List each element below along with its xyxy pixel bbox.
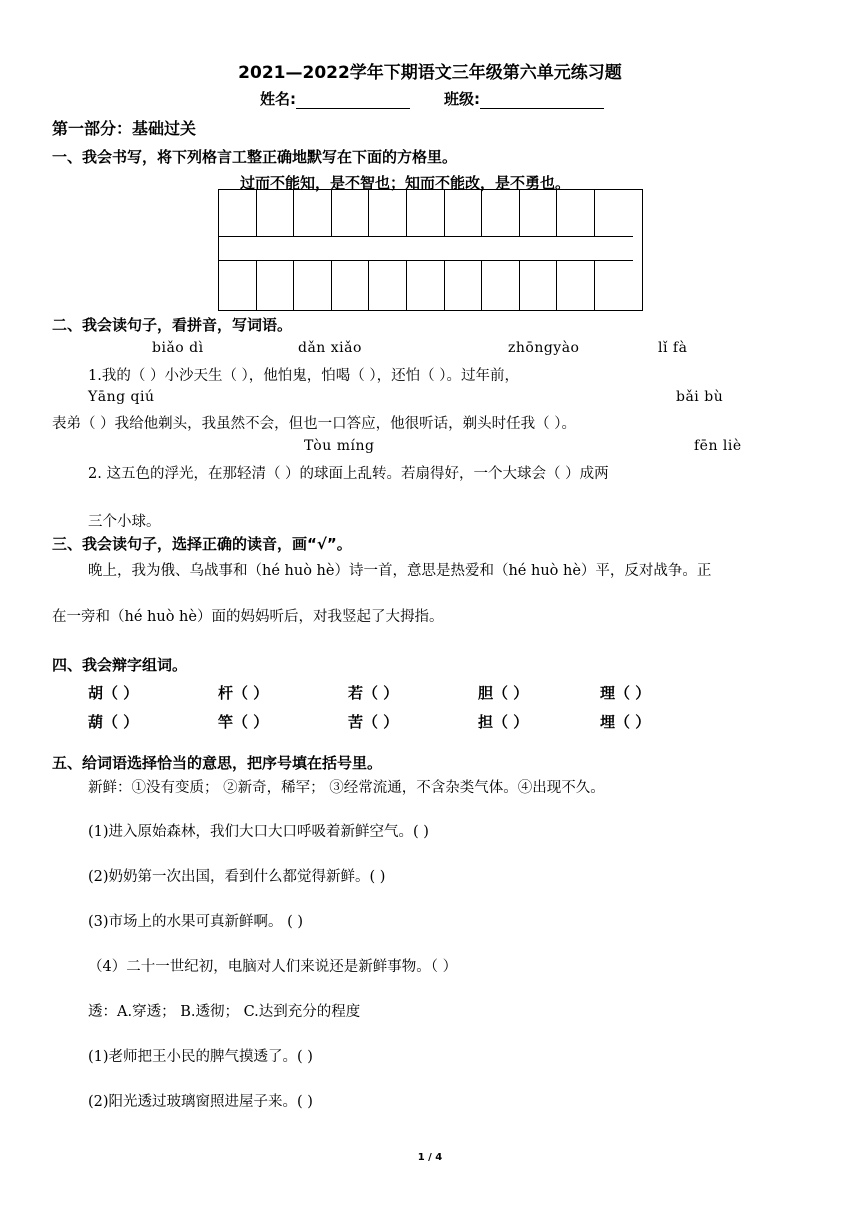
q4-item: 若（ ） <box>348 684 399 702</box>
pinyin-danxiao: dǎn xiǎo <box>298 340 362 356</box>
grid-cell[interactable] <box>219 261 257 311</box>
tou-sentence-1: (1)老师把王小民的脾气摸透了。( ) <box>88 1049 313 1065</box>
grid-cell[interactable] <box>219 190 257 236</box>
proverb: 过而不能知，是不智也；知而不能改，是不勇也。 <box>240 174 571 192</box>
name-field[interactable] <box>260 88 410 109</box>
name-label: 姓名: <box>260 90 296 108</box>
q2-title: 二、我会读句子，看拼音，写词语。 <box>52 316 293 334</box>
pinyin-touming: Tòu míng <box>304 438 375 454</box>
grid-cell[interactable] <box>445 190 483 236</box>
page-title: 2021—2022学年下期语文三年级第六单元练习题 <box>238 63 622 83</box>
grid-cell[interactable] <box>520 261 558 311</box>
name-blank[interactable] <box>296 92 410 109</box>
grid-row-2 <box>219 260 633 311</box>
pinyin-fenlie: fēn liè <box>694 438 742 454</box>
grid-cell[interactable] <box>294 261 332 311</box>
grid-cell[interactable] <box>520 190 558 236</box>
class-field[interactable] <box>444 88 604 109</box>
q4-item: 杆（ ） <box>218 684 269 702</box>
tou-sentence-2: (2)阳光透过玻璃窗照进屋子来。( ) <box>88 1094 313 1110</box>
grid-cell[interactable] <box>407 190 445 236</box>
grid-cell[interactable] <box>369 261 407 311</box>
grid-cell[interactable] <box>332 190 370 236</box>
grid-cell[interactable] <box>369 190 407 236</box>
pinyin-baibu: bǎi bù <box>676 389 724 405</box>
page-number: 1 / 4 <box>417 1152 443 1163</box>
grid-cell[interactable] <box>407 261 445 311</box>
grid-cell[interactable] <box>257 261 295 311</box>
q3-line-2: 在一旁和（hé huò hè）面的妈妈听后，对我竖起了大拇指。 <box>52 609 444 625</box>
q4-item: 苦（ ） <box>348 713 399 731</box>
class-blank[interactable] <box>480 92 604 109</box>
q2-sentence-2: 表弟（ ）我给他剃头，我虽然不会，但也一口答应，他很听话，剃头时任我（ ）。 <box>52 416 576 432</box>
q2-sentence-3: 2. 这五色的浮光，在那轻清（ ）的球面上乱转。若扇得好，一个大球会（ ）成两 <box>88 466 609 482</box>
grid-cell[interactable] <box>482 190 520 236</box>
grid-row-1 <box>219 190 633 237</box>
q4-item: 埋（ ） <box>600 713 651 731</box>
tou-definitions: 透：A.穿透； B.透彻； C.达到充分的程度 <box>88 1004 361 1020</box>
grid-cell[interactable] <box>294 190 332 236</box>
pinyin-biaodi: biǎo dì <box>152 340 204 356</box>
xinxian-sentence-2: (2)奶奶第一次出国，看到什么都觉得新鲜。( ) <box>88 869 386 885</box>
part1-title: 第一部分：基础过关 <box>52 119 197 138</box>
writing-grid <box>218 189 643 311</box>
q5-title: 五、给词语选择恰当的意思，把序号填在括号里。 <box>52 754 383 772</box>
grid-cell[interactable] <box>595 190 633 236</box>
pinyin-yangqiu: Yāng qiú <box>88 389 155 405</box>
xinxian-sentence-3: (3)市场上的水果可真新鲜啊。 ( ) <box>88 914 304 930</box>
q1-title: 一、我会书写，将下列格言工整正确地默写在下面的方格里。 <box>52 148 458 166</box>
xinxian-sentence-1: (1)进入原始森林，我们大口大口呼吸着新鲜空气。( ) <box>88 824 429 840</box>
q4-item: 葫（ ） <box>88 713 139 731</box>
pinyin-zhongyao: zhōngyào <box>508 340 580 356</box>
q3-title: 三、我会读句子，选择正确的读音，画“√”。 <box>52 535 352 553</box>
q3-line-1: 晚上，我为俄、乌战事和（hé huò hè）诗一首，意思是热爱和（hé huò hè）平，反对战争。正 <box>88 563 712 579</box>
q4-item: 理（ ） <box>600 684 651 702</box>
grid-cell[interactable] <box>557 190 595 236</box>
grid-cell[interactable] <box>445 261 483 311</box>
xinxian-definitions: 新鲜：①没有变质； ②新奇，稀罕； ③经常流通，不含杂类气体。④出现不久。 <box>88 780 605 796</box>
xinxian-sentence-4: （4）二十一世纪初，电脑对人们来说还是新鲜事物。（ ） <box>88 959 458 975</box>
q4-item: 担（ ） <box>478 713 529 731</box>
class-label: 班级: <box>444 90 480 108</box>
q4-item: 胡（ ） <box>88 684 139 702</box>
grid-cell[interactable] <box>557 261 595 311</box>
grid-cell[interactable] <box>332 261 370 311</box>
grid-cell[interactable] <box>257 190 295 236</box>
q2-sentence-1: 1.我的（ ）小沙天生（ ），他怕鬼，怕喝（ ），还怕（ ）。过年前， <box>88 368 520 384</box>
grid-cell[interactable] <box>595 261 633 311</box>
q4-item: 竿（ ） <box>218 713 269 731</box>
q4-item: 胆（ ） <box>478 684 529 702</box>
q4-title: 四、我会辩字组词。 <box>52 656 188 674</box>
pinyin-lifa: lǐ fà <box>658 340 688 356</box>
q2-sentence-4: 三个小球。 <box>88 514 161 530</box>
grid-cell[interactable] <box>482 261 520 311</box>
